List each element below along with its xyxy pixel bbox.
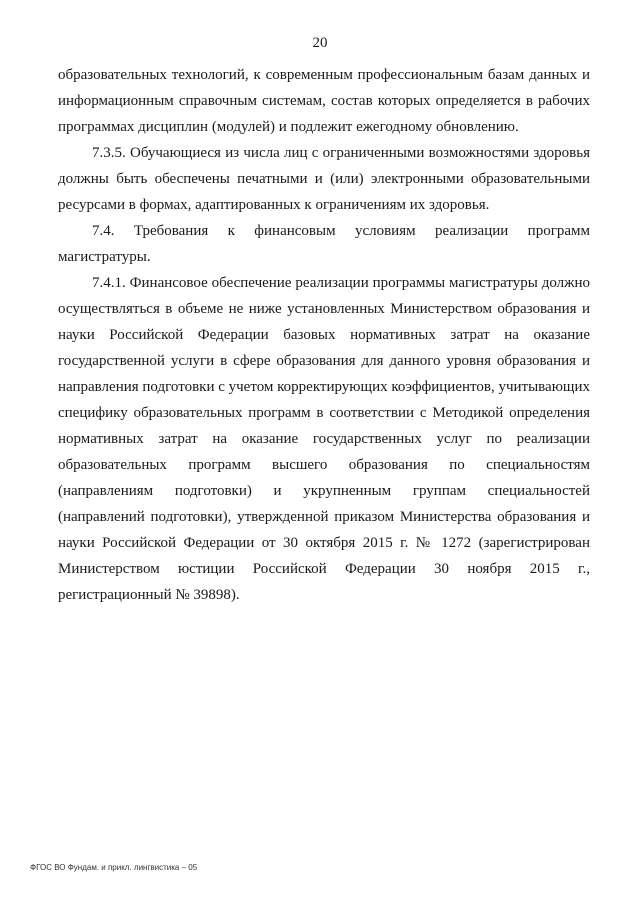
paragraph-7-4-1: 7.4.1. Финансовое обеспечение реализации программы магистратуры должно осуществляться в объеме не ниже установленных Министерством образования и науки Российской Федерации базовых нормативных затрат на оказание государственной услуги в сфере образования для данного уровня образования и направления подготовки с учетом корректирующих коэффициентов, учитывающих специфику образовательных программ в соответствии с Методикой определения нормативных затрат на оказание государственных услуг по реализации образовательных программ высшего образования по специальностям (направлениям подготовки) и укрупненным группам специальностей (направлений подготовки), утвержденной приказом Министерства образования и науки Российской Федерации от 30 октября 2015 г. № 1272 (зарегистрирован Министерством юстиции Российской Федерации 30 ноября 2015 г., регистрационный № 39898). bbox=[58, 275, 590, 603]
paragraph-7-4: 7.4. Требования к финансовым условиям реализации программ магистратуры. bbox=[58, 223, 590, 265]
paragraph-7-3-5: 7.3.5. Обучающиеся из числа лиц с ограниченными возможностями здоровья должны быть обеспечены печатными и (или) электронными образовательными ресурсами в формах, адаптированных к ограничениям их здоровья. bbox=[58, 145, 590, 213]
page-number: 20 bbox=[312, 35, 328, 51]
body-text bbox=[58, 62, 590, 608]
paragraph-continuation: образовательных технологий, к современным профессиональным базам данных и информационным справочным системам, состав которых определяется в рабочих программах дисциплин (модулей) и подлежит ежегодному обновлению. bbox=[58, 67, 590, 135]
footer-label: ФГОС ВО Фундам. и прикл. лингвистика – 05 bbox=[30, 863, 198, 872]
